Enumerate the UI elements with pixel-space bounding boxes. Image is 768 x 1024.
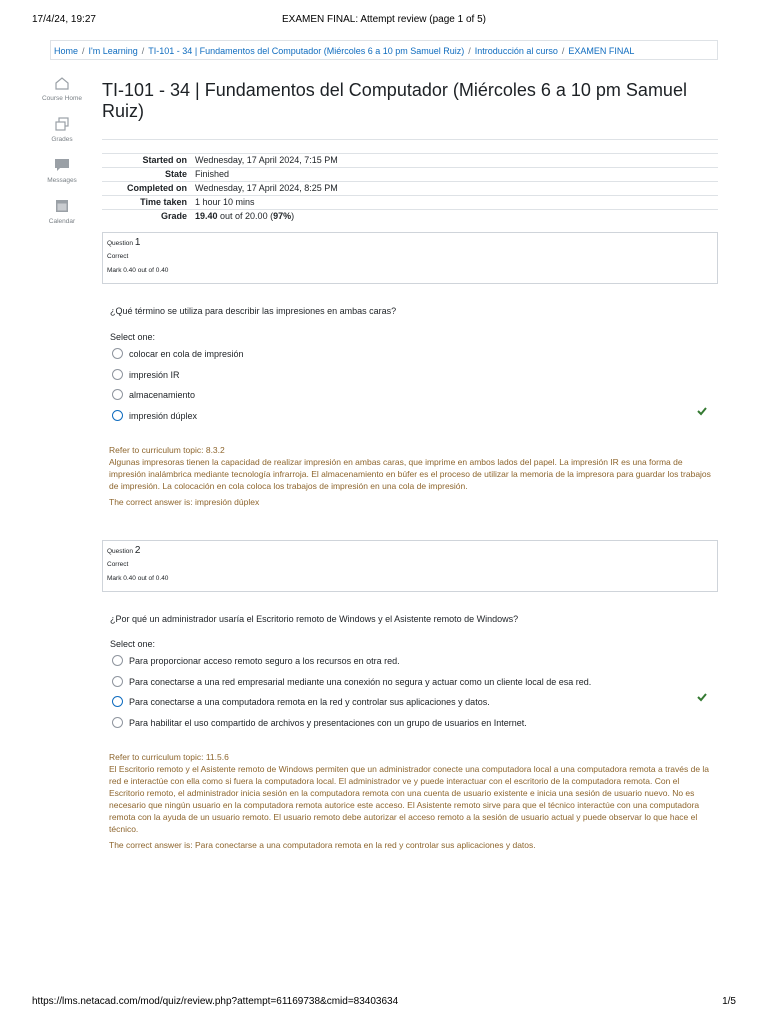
grade-label: Grade — [102, 210, 191, 224]
summary-row-grade — [102, 210, 718, 224]
breadcrumb-section[interactable]: Introducción al curso — [474, 46, 558, 56]
radio-button[interactable] — [112, 655, 123, 666]
nav-calendar[interactable] — [40, 199, 84, 226]
page-title: TI-101 - 34 | Fundamentos del Computador (Miércoles 6 a 10 pm Samuel Ruiz) — [102, 80, 687, 121]
radio-button[interactable] — [112, 369, 123, 380]
answer-option-label: impresión dúplex — [129, 411, 198, 421]
breadcrumb-quiz[interactable]: EXAMEN FINAL — [568, 46, 635, 56]
answer-option-label: Para habilitar el uso compartido de archivos y presentaciones con un grupo de usuarios en Internet. — [129, 718, 527, 728]
summary-label: Started on — [102, 154, 191, 168]
question-text: ¿Qué término se utiliza para describir las impresiones en ambas caras? — [110, 306, 397, 316]
answer-option-label: Para conectarse a una computadora remota en la red y controlar sus aplicaciones y datos. — [129, 697, 490, 707]
nav-course-home[interactable] — [40, 76, 84, 103]
summary-value: Wednesday, 17 April 2024, 8:25 PM — [191, 182, 718, 196]
correct-answer: The correct answer is: Para conectarse a una computadora remota en la red y controlar sus aplicaciones y datos. — [109, 840, 536, 850]
nav-messages[interactable] — [40, 158, 84, 185]
question-state: Correct — [107, 253, 129, 260]
question-mark: Mark 0.40 out of 0.40 — [107, 267, 169, 274]
breadcrumb-home[interactable]: Home — [54, 46, 79, 56]
radio-button[interactable] — [112, 389, 123, 400]
answer-option[interactable] — [112, 388, 195, 402]
breadcrumb-separator: / — [141, 46, 145, 56]
summary-row — [102, 168, 718, 182]
grade-close: ) — [291, 211, 295, 221]
summary-label: Completed on — [102, 182, 191, 196]
breadcrumb-separator: / — [82, 46, 85, 56]
question-text: ¿Por qué un administrador usaría el Escritorio remoto de Windows y el Asistente remoto de Windows? — [110, 614, 519, 624]
radio-button[interactable] — [112, 348, 123, 359]
grade-percent: 97% — [273, 211, 292, 221]
feedback-body: El Escritorio remoto y el Asistente remoto de Windows permiten que un administrador conecte una computadora local a una computadora remota a través de la red e interactúe con ella como si fuera la computadora local. El administrador ve y puede interactuar con el escritorio de la computadora remota. Con el Escritorio remoto, el administrador inicia sesión en la computadora remota con una cuenta de usuario existente e inicia una sesión de usuario nuevo. No es necesario que ningún usuario en la computadora remota autorice este acceso. El Asistente remoto sirve para que el técnico interactúe con una computadora remota con la ayuda de un usuario remoto. El usuario remoto debe autorizar el acceso remoto a la sesión de usuario actual y puede observar lo que hace el técnico. — [109, 764, 710, 834]
answer-option-selected[interactable] — [112, 409, 197, 423]
chat-icon — [54, 158, 70, 172]
nav-calendar-label: Calendar — [48, 218, 76, 225]
side-navigation — [40, 76, 84, 240]
grade-value — [191, 210, 718, 224]
question-number-value: 1 — [134, 237, 141, 248]
question-feedback — [109, 444, 717, 492]
print-url: https://lms.netacad.com/mod/quiz/review.php?attempt=61169738&cmid=83403634 — [32, 996, 399, 1007]
print-datetime: 17/4/24, 19:27 — [32, 14, 96, 25]
answer-option-label: Para conectarse a una red empresarial mediante una conexión no segura y actuar como un cliente local de esa red. — [129, 677, 592, 687]
nav-grades[interactable] — [40, 117, 84, 144]
feedback-topic: Refer to curriculum topic: 8.3.2 — [109, 445, 225, 455]
print-page-number: 1/5 — [722, 996, 736, 1007]
question-number-value: 2 — [134, 545, 141, 556]
breadcrumb-im-learning[interactable]: I'm Learning — [88, 46, 138, 56]
summary-label: State — [102, 168, 191, 182]
summary-value: Finished — [191, 168, 718, 182]
feedback-topic: Refer to curriculum topic: 11.5.6 — [109, 752, 229, 762]
summary-value: Wednesday, 17 April 2024, 7:15 PM — [191, 154, 718, 168]
breadcrumb-course[interactable]: TI-101 - 34 | Fundamentos del Computador (Miércoles 6 a 10 pm Samuel Ruiz) — [148, 46, 465, 56]
correct-check-icon — [697, 692, 707, 702]
radio-button-selected[interactable] — [112, 410, 123, 421]
select-one-label: Select one: — [110, 639, 156, 649]
answer-option-label: Para proporcionar acceso remoto seguro a los recursos en otra red. — [129, 656, 400, 666]
summary-label: Time taken — [102, 196, 191, 210]
grade-out-of: out of 20.00 ( — [217, 211, 274, 221]
answer-option[interactable] — [112, 716, 527, 730]
calendar-icon — [54, 199, 70, 213]
question-info — [102, 232, 718, 284]
radio-button-selected[interactable] — [112, 696, 123, 707]
breadcrumb-separator: / — [468, 46, 471, 56]
answer-option[interactable] — [112, 347, 244, 361]
radio-button[interactable] — [112, 717, 123, 728]
answer-option-label: almacenamiento — [129, 390, 196, 400]
answer-option-label: colocar en cola de impresión — [129, 349, 244, 359]
nav-course-home-label: Course Home — [41, 95, 83, 102]
attempt-summary-table — [102, 153, 718, 223]
correct-answer: The correct answer is: impresión dúplex — [109, 497, 260, 507]
question-label: Question — [107, 548, 134, 555]
question-state: Correct — [107, 561, 129, 568]
answer-option[interactable] — [112, 675, 591, 689]
correct-check-icon — [697, 406, 707, 416]
summary-row — [102, 182, 718, 196]
answer-option[interactable] — [112, 368, 180, 382]
breadcrumb — [50, 40, 718, 60]
question-feedback — [109, 751, 717, 835]
question-number — [107, 237, 713, 248]
question-number — [107, 545, 713, 556]
grades-icon — [54, 117, 70, 131]
breadcrumb-separator: / — [561, 46, 565, 56]
question-label: Question — [107, 240, 134, 247]
summary-row — [102, 196, 718, 210]
summary-row — [102, 154, 718, 168]
summary-value: 1 hour 10 mins — [191, 196, 718, 210]
nav-messages-label: Messages — [47, 177, 77, 184]
radio-button[interactable] — [112, 676, 123, 687]
print-footer — [32, 996, 736, 1010]
print-page-title: EXAMEN FINAL: Attempt review (page 1 of 5) — [282, 14, 486, 25]
print-header — [32, 14, 736, 28]
feedback-body: Algunas impresoras tienen la capacidad de realizar impresión en ambas caras, que imprime en ambos lados del papel. La impresión IR es una forma de impresión inalámbrica mediante tecnología infrarroja. El almacenamiento en búfer es el proceso de utilizar la memoria de la impresora para guardar los trabajos de impresión. La colocación en cola coloca los trabajos de impresión en una cola de impresión. — [109, 457, 711, 491]
nav-grades-label: Grades — [51, 136, 73, 143]
question-info — [102, 540, 718, 592]
answer-option-label: impresión IR — [129, 370, 180, 380]
question-mark: Mark 0.40 out of 0.40 — [107, 575, 169, 582]
title-divider — [102, 139, 718, 140]
answer-option[interactable] — [112, 654, 400, 668]
select-one-label: Select one: — [110, 332, 156, 342]
home-icon — [54, 76, 70, 90]
grade-score: 19.40 — [195, 211, 218, 221]
answer-option-selected[interactable] — [112, 695, 490, 709]
